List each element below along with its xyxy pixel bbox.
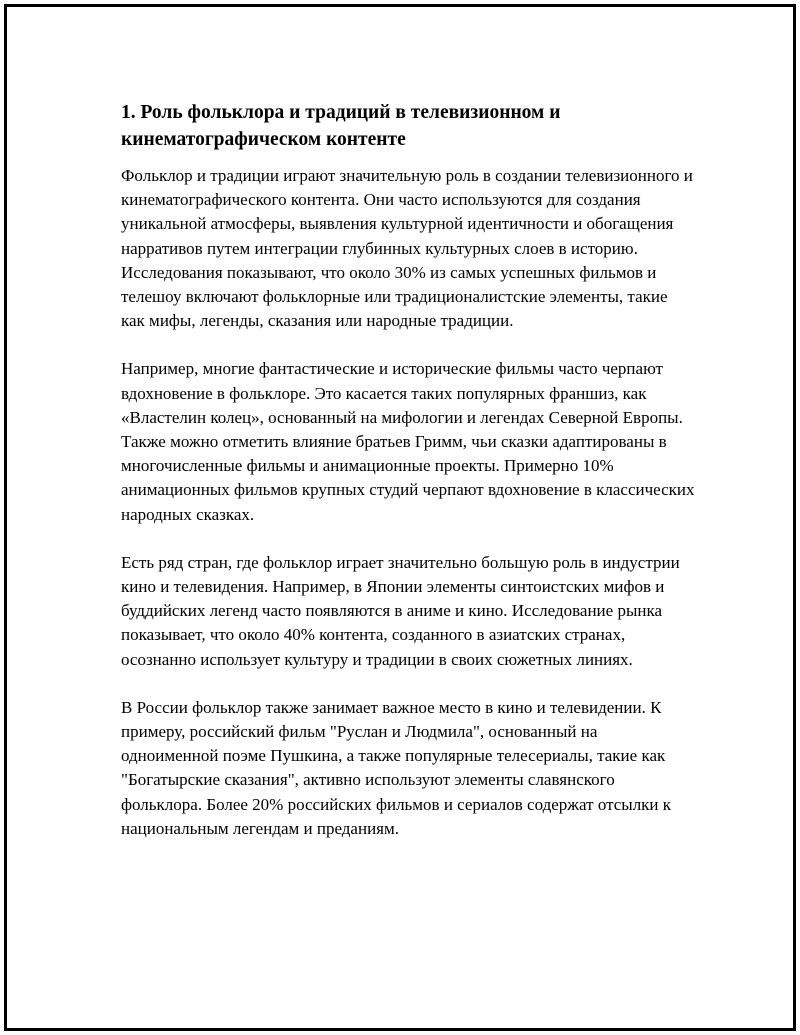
paragraph-3: Есть ряд стран, где фольклор играет значительно большую роль в индустрии кино и телевидения. Например, в Японии элементы синтоистских мифов и буддийских легенд часто появляются в аниме и кино. Исследование рынка показывает, что около 40% контента, созданного в азиатских странах, осознанно использует культуру и традиции в своих сюжетных линиях. xyxy=(121,552,680,669)
section-heading: 1. Роль фольклора и традиций в телевизионном и кинематографическом контенте xyxy=(121,102,561,150)
paragraph-4: В России фольклор также занимает важное место в кино и телевидении. К примеру, российский фильм "Руслан и Людмила", основанный на одноименной поэме Пушкина, а также популярные телесериалы, такие как "Богатырские сказания", активно используют элементы славянского фольклора. Более 20% российских фильмов и сериалов содержат отсылки к национальным легендам и преданиям. xyxy=(121,697,672,838)
document-body xyxy=(121,99,695,865)
page-frame xyxy=(4,4,796,1031)
paragraph-1: Фольклор и традиции играют значительную роль в создании телевизионного и кинематографического контента. Они часто используются для создания уникальной атмосферы, выявления культурной идентичности и обогащения нарративов путем интеграции глубинных культурных слоев в историю. Исследования показывают, что около 30% из самых успешных фильмов и телешоу включают фольклорные или традиционалистские элементы, такие как мифы, легенды, сказания или народные традиции. xyxy=(121,166,693,331)
paragraph-2: Например, многие фантастические и исторические фильмы часто черпают вдохновение в фольклоре. Это касается таких популярных франшиз, как «Властелин колец», основанный на мифологии и легендах Северной Европы. Также можно отметить влияние братьев Гримм, чьи сказки адаптированы в многочисленные фильмы и анимационные проекты. Примерно 10% анимационных фильмов крупных студий черпают вдохновение в классических народных сказках. xyxy=(121,359,695,524)
